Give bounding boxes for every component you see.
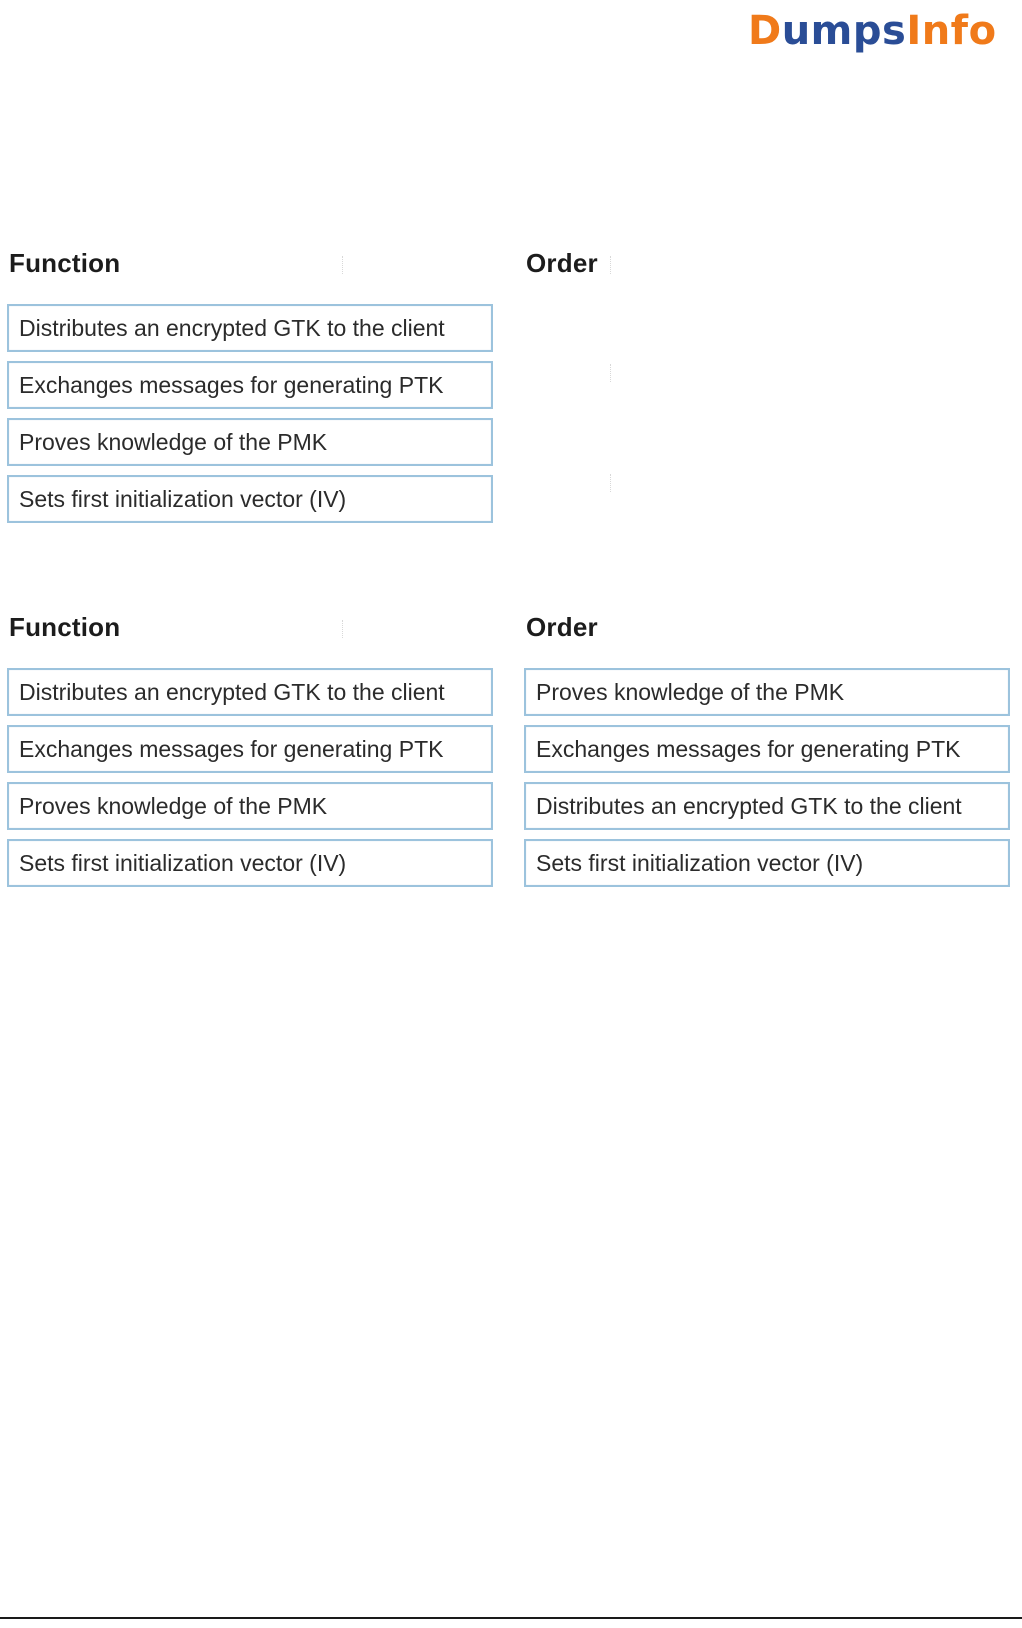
dumpsinfo-logo <box>748 6 1004 56</box>
function-item[interactable]: Sets first initialization vector (IV) <box>7 475 493 523</box>
order-item[interactable]: Sets first initialization vector (IV) <box>524 839 1010 887</box>
function-heading: Function <box>9 248 121 278</box>
divider-tick <box>342 620 344 638</box>
function-item[interactable]: Exchanges messages for generating PTK <box>7 725 493 773</box>
order-list <box>524 668 1010 896</box>
divider-tick <box>610 256 612 274</box>
function-item[interactable]: Distributes an encrypted GTK to the client <box>7 304 493 352</box>
order-item[interactable]: Proves knowledge of the PMK <box>524 668 1010 716</box>
order-heading: Order <box>526 248 598 278</box>
function-item[interactable]: Distributes an encrypted GTK to the client <box>7 668 493 716</box>
order-item[interactable]: Exchanges messages for generating PTK <box>524 725 1010 773</box>
order-item[interactable]: Distributes an encrypted GTK to the client <box>524 782 1010 830</box>
function-item[interactable]: Proves knowledge of the PMK <box>7 782 493 830</box>
divider-tick <box>610 364 612 382</box>
divider-tick <box>610 474 612 492</box>
function-list <box>7 668 493 896</box>
divider-tick <box>342 256 344 274</box>
function-item[interactable]: Exchanges messages for generating PTK <box>7 361 493 409</box>
logo-text-dark: umps <box>781 8 907 54</box>
function-list <box>7 304 493 532</box>
logo-initial: D <box>748 8 782 54</box>
logo-text-orange: Info <box>906 8 997 54</box>
function-heading: Function <box>9 612 121 642</box>
order-heading: Order <box>526 612 598 642</box>
function-item[interactable]: Proves knowledge of the PMK <box>7 418 493 466</box>
function-item[interactable]: Sets first initialization vector (IV) <box>7 839 493 887</box>
page-bottom-rule <box>0 1617 1022 1619</box>
